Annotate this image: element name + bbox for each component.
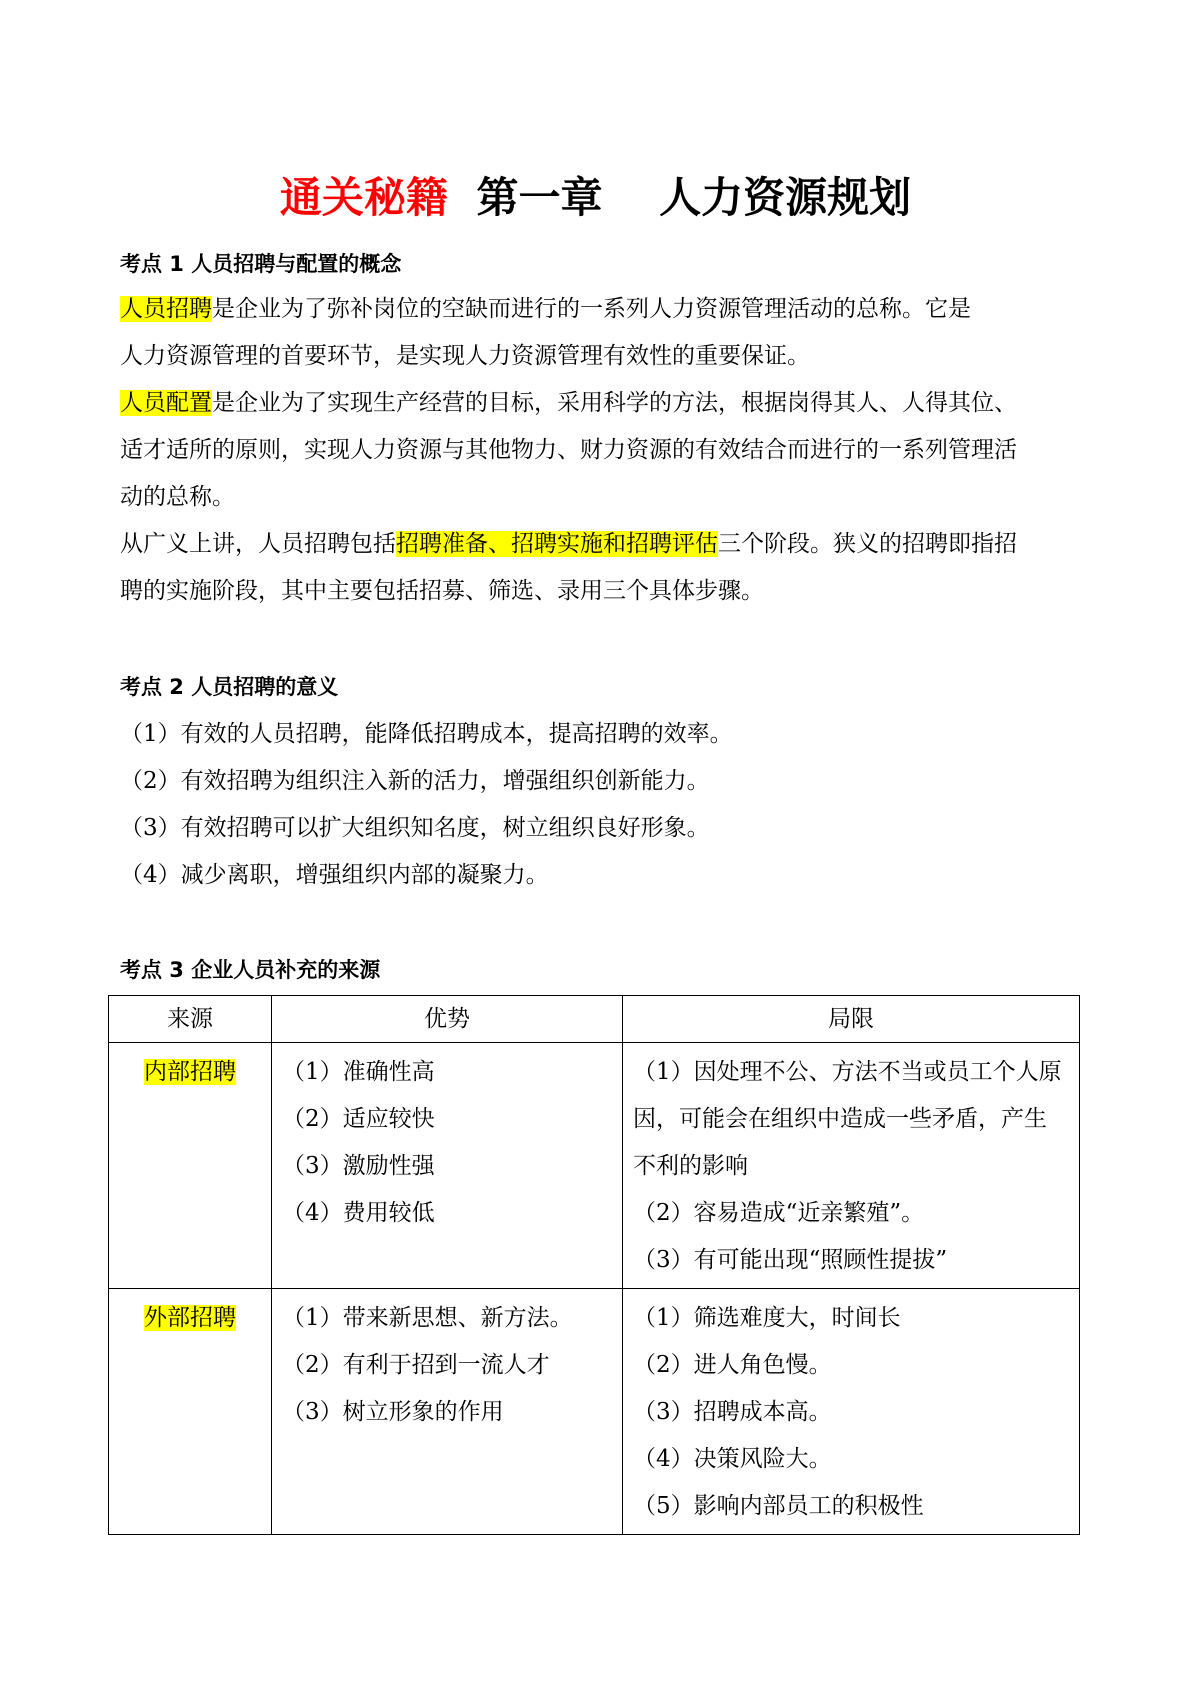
col-source: 来源: [109, 996, 272, 1043]
s1-paragraph-1: [120, 286, 1075, 615]
list-item: （3）树立形象的作用: [282, 1399, 504, 1425]
s2-list: [120, 711, 1075, 899]
list-item: （3）激励性强: [282, 1153, 435, 1179]
text: 动的总称。: [120, 484, 235, 510]
text: 适才适所的原则，实现人力资源与其他物力、财力资源的有效结合而进行的一系列管理活: [120, 437, 1017, 463]
section2-heading: 考点 2 人员招聘的意义: [120, 675, 339, 699]
hl-stages: 招聘准备、招聘实施和招聘评估: [396, 531, 718, 557]
table-row: [109, 1289, 1080, 1535]
advantage-cell: [272, 1043, 623, 1289]
advantage-cell: [272, 1289, 623, 1535]
list-item: （2）有利于招到一流人才: [282, 1352, 550, 1378]
hl-allocation: 人员配置: [120, 390, 212, 416]
list-item: （4）费用较低: [282, 1200, 435, 1226]
list-item: （2）有效招聘为组织注入新的活力，增强组织创新能力。: [120, 768, 710, 794]
table-header-row: [109, 996, 1080, 1043]
col-limitation: 局限: [623, 996, 1080, 1043]
col-advantage: 优势: [272, 996, 623, 1043]
list-item: （1）因处理不公、方法不当或员工个人原: [633, 1059, 1062, 1085]
list-item: （4）决策风险大。: [633, 1446, 832, 1472]
list-item: （2）进人角色慢。: [633, 1352, 832, 1378]
list-item: （5）影响内部员工的积极性: [633, 1493, 924, 1519]
source-cell: [109, 1289, 272, 1535]
list-item: （1）带来新思想、新方法。: [282, 1305, 573, 1331]
list-item: （1）筛选难度大，时间长: [633, 1305, 901, 1331]
list-item: （1）准确性高: [282, 1059, 435, 1085]
limitation-cell: [623, 1289, 1080, 1535]
text: 是企业为了弥补岗位的空缺而进行的一系列人力资源管理活动的总称。它是: [212, 296, 971, 322]
source-internal: 内部招聘: [144, 1059, 236, 1085]
list-item: （3）有可能出现“照顾性提拔”: [633, 1247, 948, 1273]
source-cell: [109, 1043, 272, 1289]
list-item: （3）招聘成本高。: [633, 1399, 832, 1425]
text: 人力资源管理的首要环节，是实现人力资源管理有效性的重要保证。: [120, 343, 810, 369]
title-red: 通关秘籍: [279, 173, 448, 222]
section3-heading: 考点 3 企业人员补充的来源: [120, 958, 381, 982]
title-name: 人力资源规划: [659, 173, 912, 222]
list-item: （3）有效招聘可以扩大组织知名度，树立组织良好形象。: [120, 815, 710, 841]
title-chapter: 第一章: [476, 173, 603, 222]
text: 三个阶段。狭义的招聘即指招: [718, 531, 1017, 557]
list-item: 不利的影响: [633, 1153, 748, 1179]
text: 从广义上讲，人员招聘包括: [120, 531, 396, 557]
table-row: [109, 1043, 1080, 1289]
limitation-cell: [623, 1043, 1080, 1289]
section1-heading: 考点 1 人员招聘与配置的概念: [120, 252, 402, 276]
text: 是企业为了实现生产经营的目标，采用科学的方法，根据岗得其人、人得其位、: [212, 390, 1017, 416]
list-item: 因，可能会在组织中造成一些矛盾，产生: [633, 1106, 1047, 1132]
list-item: （4）减少离职，增强组织内部的凝聚力。: [120, 862, 549, 888]
text: 聘的实施阶段，其中主要包括招募、筛选、录用三个具体步骤。: [120, 578, 764, 604]
list-item: （1）有效的人员招聘，能降低招聘成本，提高招聘的效率。: [120, 721, 733, 747]
source-external: 外部招聘: [144, 1305, 236, 1331]
sources-table: [108, 995, 1080, 1535]
hl-recruitment: 人员招聘: [120, 296, 212, 322]
page-title: [0, 170, 1191, 226]
list-item: （2）容易造成“近亲繁殖”。: [633, 1200, 925, 1226]
list-item: （2）适应较快: [282, 1106, 435, 1132]
